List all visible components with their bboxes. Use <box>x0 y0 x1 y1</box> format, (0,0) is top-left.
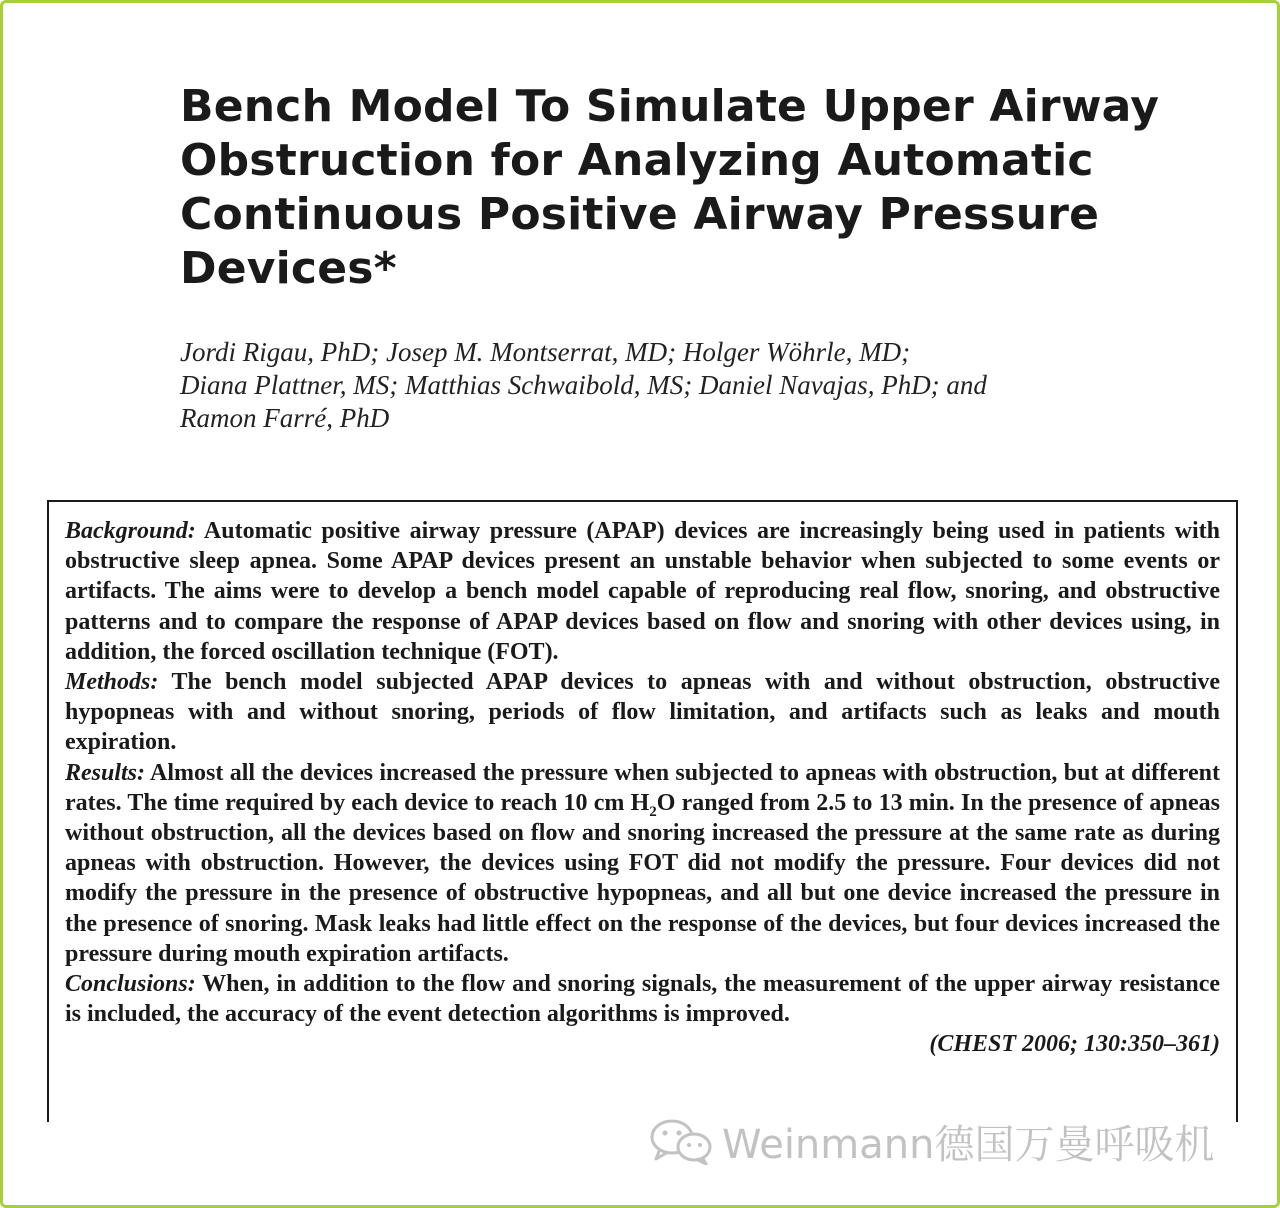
abstract-methods <box>65 667 1220 758</box>
abstract-background <box>65 516 1220 667</box>
conclusions-text: When, in addition to the flow and snoring signals, the measurement of the upper airway resistance is included, the accuracy of the event detection algorithms is improved. <box>65 971 1221 1028</box>
methods-text: The bench model subjected APAP devices to apneas with and without obstruction, obstructive hypopneas with and without snoring, periods of flow limitation, and artifacts such as leaks and mouth expiration. <box>65 669 1220 756</box>
results-label: Results: <box>65 759 146 786</box>
abstract-results <box>65 758 1220 969</box>
conclusions-label: Conclusions: <box>65 971 196 998</box>
paper-title: Bench Model To Simulate Upper Airway Obstruction for Analyzing Automatic Continuous Positive Airway Pressure Devices* <box>180 81 1160 294</box>
watermark-text: Weinmann德国万曼呼吸机 <box>722 1121 1215 1168</box>
methods-label: Methods: <box>65 669 159 696</box>
wechat-icon <box>648 1117 714 1165</box>
abstract <box>65 516 1220 1060</box>
author-line: Ramon Farré, PhD <box>180 403 390 433</box>
author-line: Diana Plattner, MS; Matthias Schwaibold, MS; Daniel Navajas, PhD; and <box>180 370 987 400</box>
journal-citation: (CHEST 2006; 130:350–361) <box>929 1031 1220 1058</box>
results-text-continued: O ranged from 2.5 to 13 min. In the presence of apneas without obstruction, all the devices based on flow and snoring increased the pressure at the same rate as during apneas with obstruction. However, the devices using FOT did not modify the pressure. Four devices did not modify the pressure in the presence of obstructive hypopneas, and all but one device increased the pressure in the presence of snoring. Mask leaks had little effect on the response of the devices, but four devices increased the pressure during mouth expiration artifacts. <box>65 789 1221 967</box>
background-text: Automatic positive airway pressure (APAP) devices are increasingly being used in patients with obstructive sleep apnea. Some APAP devices present an unstable behavior when subjected to some events or artifacts. The aims were to develop a bench model capable of reproducing real flow, snoring, and obstructive patterns and to compare the response of APAP devices based on flow and snoring with other devices using, in addition, the forced oscillation technique (FOT). <box>65 518 1220 665</box>
results-text: Almost all the devices increased the pressure when subjected to apneas with obstruction, but at different rates. The time required by each device to reach 10 cm H <box>65 759 1220 816</box>
author-line: Jordi Rigau, PhD; Josep M. Montserrat, MD; Holger Wöhrle, MD; <box>180 337 911 367</box>
background-label: Background: <box>65 518 196 544</box>
abstract-box <box>47 500 1238 1122</box>
results-subscript: 2 <box>649 803 657 820</box>
watermark <box>648 1116 1214 1166</box>
author-list <box>180 336 1160 435</box>
abstract-conclusions <box>65 969 1220 1029</box>
